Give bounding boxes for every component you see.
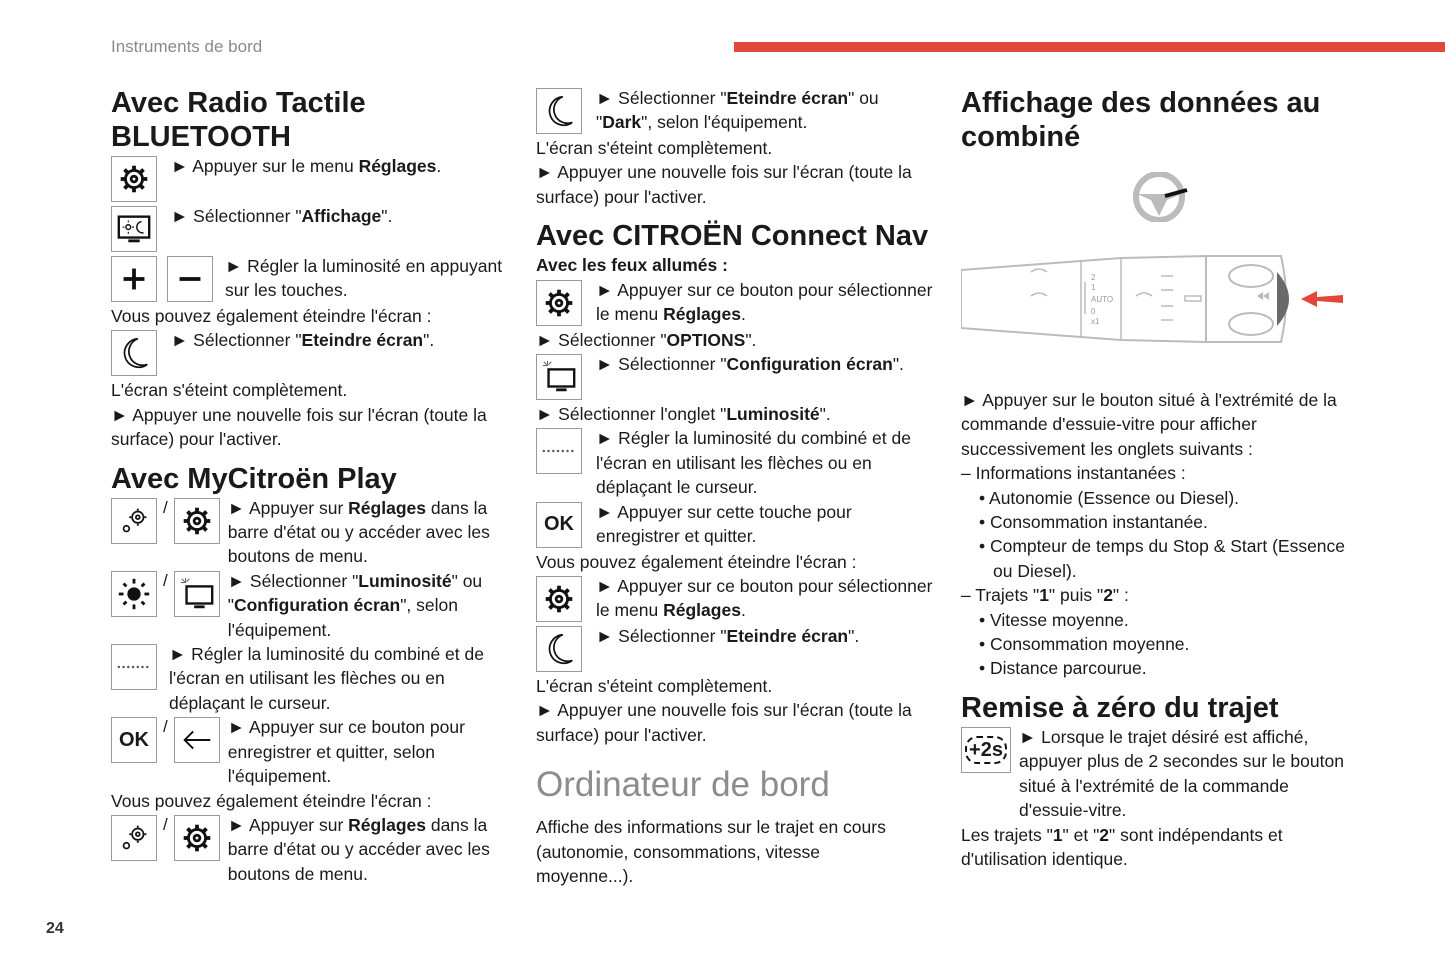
- column-1: [111, 86, 516, 886]
- list-item: • Vitesse moyenne.: [979, 609, 1129, 630]
- page-number: 24: [46, 920, 64, 937]
- list-item: • Distance parcourue.: [979, 658, 1147, 679]
- step-my-settings: / ► Appuyer sur Réglages dans la barre d'état ou y accéder avec les boutons de menu.: [111, 496, 516, 569]
- gear-icon: [536, 280, 582, 326]
- step-nav-brightness-tab: ► Sélectionner l'onglet "Luminosité".: [536, 404, 831, 425]
- moon-icon: [536, 88, 582, 134]
- stalk-label-0: 0: [1091, 307, 1096, 316]
- small-gears-icon: [111, 498, 157, 544]
- text-affichage-intro: ► Appuyer sur le bouton situé à l'extrémité de la commande d'essuie-vitre pour afficher successivement les onglets suivants :: [961, 390, 1337, 459]
- heading-ordinateur: Ordinateur de bord: [536, 765, 830, 805]
- column-3: [961, 86, 1361, 871]
- step-nav-slider: ► Régler la luminosité du combiné et de l'écran en utilisant les flèches ou en déplaçant le curseur.: [536, 426, 936, 499]
- list-instant: – Informations instantanées :: [961, 463, 1186, 484]
- text-trajets-independent: Les trajets "1" et "2" sont indépendants et d'utilisation identique.: [961, 824, 1283, 869]
- header-accent-bar: [734, 42, 1445, 52]
- column-2: [536, 86, 936, 889]
- step-nav-settings: ► Appuyer sur ce bouton pour sélectionner le menu Réglages.: [536, 278, 936, 328]
- step-screen-off: ► Sélectionner "Eteindre écran".: [111, 328, 516, 378]
- steering-wheel-icon: [1131, 172, 1191, 222]
- sun-icon: [111, 571, 157, 617]
- list-trips: – Trajets "1" puis "2" :: [961, 585, 1129, 606]
- step-reset: +2s ► Lorsque le trajet désiré est affiché, appuyer plus de 2 secondes sur le bouton situé à l'extrémité de la commande d'essuie-vitre.: [961, 725, 1361, 823]
- gear-icon: [111, 156, 157, 202]
- display-brightness-icon: [111, 206, 157, 252]
- step-my-brightness: / ► Sélectionner "Luminosité" ou "Configuration écran", selon l'équipement.: [111, 569, 516, 642]
- text-screen-on: ► Appuyer une nouvelle fois sur l'écran (toute la surface) pour l'activer.: [111, 404, 487, 450]
- moon-icon: [536, 626, 582, 672]
- text-screen-off: L'écran s'éteint complètement.: [536, 138, 773, 158]
- heading-affichage: Affichage des données au combiné: [961, 87, 1321, 153]
- gear-icon: [536, 576, 582, 622]
- list-item: • Compteur de temps du Stop & Start (Essence ou Diesel).: [979, 536, 1346, 581]
- screen-config-icon: [536, 354, 582, 400]
- text-nav-screen-off: L'écran s'éteint complètement.: [536, 676, 773, 697]
- text-also-off: Vous pouvez également éteindre l'écran :: [111, 306, 432, 326]
- heading-remise: Remise à zéro du trajet: [961, 691, 1279, 724]
- ok-button-icon: OK: [111, 717, 157, 763]
- back-arrow-icon: [174, 717, 220, 763]
- step-nav-config: ► Sélectionner "Configuration écran".: [536, 352, 936, 402]
- heading-connect-nav: Avec CITROËN Connect Nav: [536, 220, 929, 253]
- plus-icon: [111, 256, 157, 302]
- list-item: • Autonomie (Essence ou Diesel).: [979, 487, 1240, 508]
- step-settings: ► Appuyer sur le menu Réglages.: [111, 154, 516, 204]
- brightness-slider-icon: [111, 644, 157, 690]
- subheading-lights-on: Avec les feux allumés :: [536, 255, 728, 276]
- screen-config-icon: [174, 571, 220, 617]
- text-nav-screen-on: ► Appuyer une nouvelle fois sur l'écran (toute la surface) pour l'activer.: [536, 700, 912, 745]
- hold-2s-icon: +2s: [961, 727, 1011, 773]
- step-display: ► Sélectionner "Affichage".: [111, 204, 516, 254]
- text-nav-also-off: Vous pouvez également éteindre l'écran :: [536, 551, 857, 572]
- heading-mycitroen: Avec MyCitroën Play: [111, 462, 397, 495]
- stalk-label-1: 1: [1091, 283, 1096, 292]
- list-item: • Consommation moyenne.: [979, 634, 1190, 655]
- step-nav-options: ► Sélectionner "OPTIONS".: [536, 329, 757, 350]
- wiper-stalk-illustration: [961, 252, 1361, 348]
- step-nav-settings-2: ► Appuyer sur ce bouton pour sélectionner le menu Réglages.: [536, 574, 936, 624]
- text-my-also-off: Vous pouvez également éteindre l'écran :: [111, 790, 432, 811]
- step-nav-screen-off: ► Sélectionner "Eteindre écran".: [536, 624, 936, 674]
- step-my-slider: ► Régler la luminosité du combiné et de l'écran en utilisant les flèches ou en déplaçant le curseur.: [111, 642, 516, 715]
- ok-button-icon: OK: [536, 502, 582, 548]
- red-arrow-icon: [1301, 291, 1343, 307]
- section-header: Instruments de bord: [111, 37, 263, 56]
- stalk-label-x1: x1: [1091, 317, 1100, 326]
- heading-radio-bluetooth: Avec Radio Tactile BLUETOOTH: [111, 87, 366, 153]
- text-screen-on: ► Appuyer une nouvelle fois sur l'écran (toute la surface) pour l'activer.: [536, 162, 912, 207]
- brightness-slider-icon: [536, 428, 582, 474]
- gear-icon: [174, 498, 220, 544]
- minus-icon: [167, 256, 213, 302]
- small-gears-icon: [111, 815, 157, 861]
- gear-icon: [174, 815, 220, 861]
- step-nav-ok: OK ► Appuyer sur cette touche pour enregistrer et quitter.: [536, 500, 936, 550]
- text-screen-off: L'écran s'éteint complètement.: [111, 380, 348, 401]
- step-my-save: OK / ► Appuyer sur ce bouton pour enregistrer et quitter, selon l'équipement.: [111, 715, 516, 788]
- step-brightness-keys: ► Régler la luminosité en appuyant sur les touches.: [111, 254, 516, 304]
- stalk-label-2: 2: [1091, 273, 1096, 282]
- step-my-settings-2: / ► Appuyer sur Réglages dans la barre d'état ou y accéder avec les boutons de menu.: [111, 813, 516, 886]
- moon-icon: [111, 330, 157, 376]
- list-item: • Consommation instantanée.: [979, 512, 1208, 533]
- stalk-label-auto: AUTO: [1091, 295, 1114, 304]
- text-ordinateur: Affiche des informations sur le trajet en cours (autonomie, consommations, vitesse moyenne...).: [536, 817, 886, 887]
- step-dark: ► Sélectionner "Eteindre écran" ou "Dark", selon l'équipement.: [536, 86, 936, 136]
